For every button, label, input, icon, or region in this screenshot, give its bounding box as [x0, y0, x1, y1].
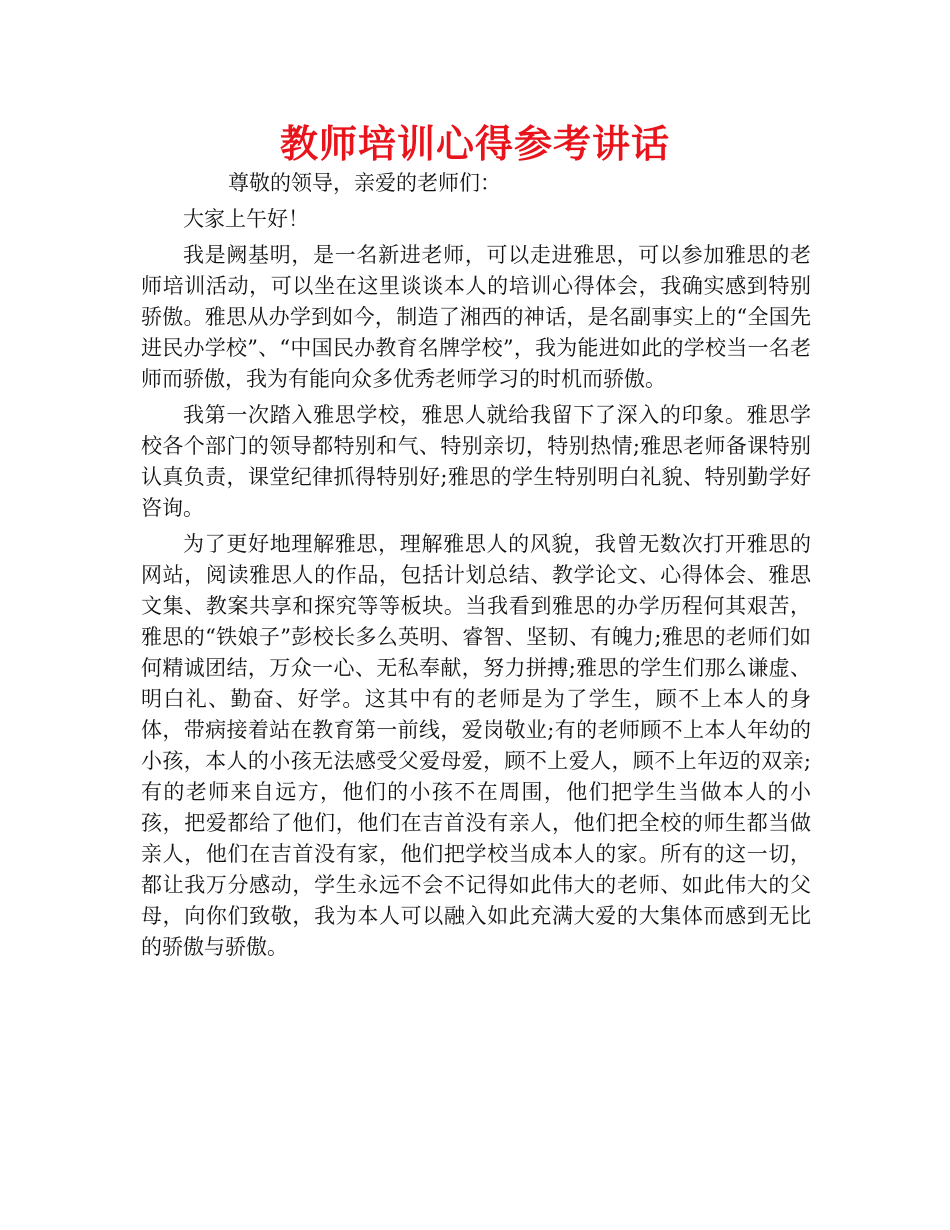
document-title: 教师培训心得参考讲话 [279, 122, 670, 166]
paragraph-intro: 我是阙基明，是一名新进老师，可以走进雅思，可以参加雅思的老师培训活动，可以坐在这里谈谈本人的培训心得体会，我确实感到特别骄傲。雅思从办学到如今，制造了湘西的神话，是名副事实上的“全国先进民办学校”、“中国民办教育名牌学校”，我为能进如此的学校当一名老师而骄傲，我为有能向众多优秀老师学习的时机而骄傲。 [141, 243, 811, 391]
paragraph-understanding: 为了更好地理解雅思，理解雅思人的风貌，我曾无数次打开雅思的网站，阅读雅思人的作品，包括计划总结、教学论文、心得体会、雅思文集、教案共享和探究等等板块。当我看到雅思的办学历程何其艰苦，雅思的“铁娘子”彭校长多么英明、睿智、坚韧、有魄力;雅思的老师们如何精诚团结，万众一心、无私奉献，努力拼搏;雅思的学生们那么谦虚、明白礼、勤奋、好学。这其中有的老师是为了学生，顾不上本人的身体，带病接着站在教育第一前线，爱岗敬业;有的老师顾不上本人年幼的小孩，本人的小孩无法感受父爱母爱，顾不上爱人，顾不上年迈的双亲;有的老师来自远方，他们的小孩不在周围，他们把学生当做本人的小孩，把爱都给了他们，他们在吉首没有亲人，他们把全校的师生都当做亲人，他们在吉首没有家，他们把学校当成本人的家。所有的这一切，都让我万分感动，学生永远不会不记得如此伟大的老师、如此伟大的父母，向你们致敬，我为本人可以融入如此充满大爱的大集体而感到无比的骄傲与骄傲。 [141, 532, 811, 959]
paragraph-first-impression: 我第一次踏入雅思学校，雅思人就给我留下了深入的印象。雅思学校各个部门的领导都特别和气、特别亲切，特别热情;雅思老师备课特别认真负责，课堂纪律抓得特别好;雅思的学生特别明白礼貌、特别勤学好咨询。 [141, 403, 811, 520]
salutation: 尊敬的领导，亲爱的老师们： [228, 171, 501, 195]
greeting: 大家上午好！ [183, 207, 309, 231]
document-body [141, 168, 811, 963]
